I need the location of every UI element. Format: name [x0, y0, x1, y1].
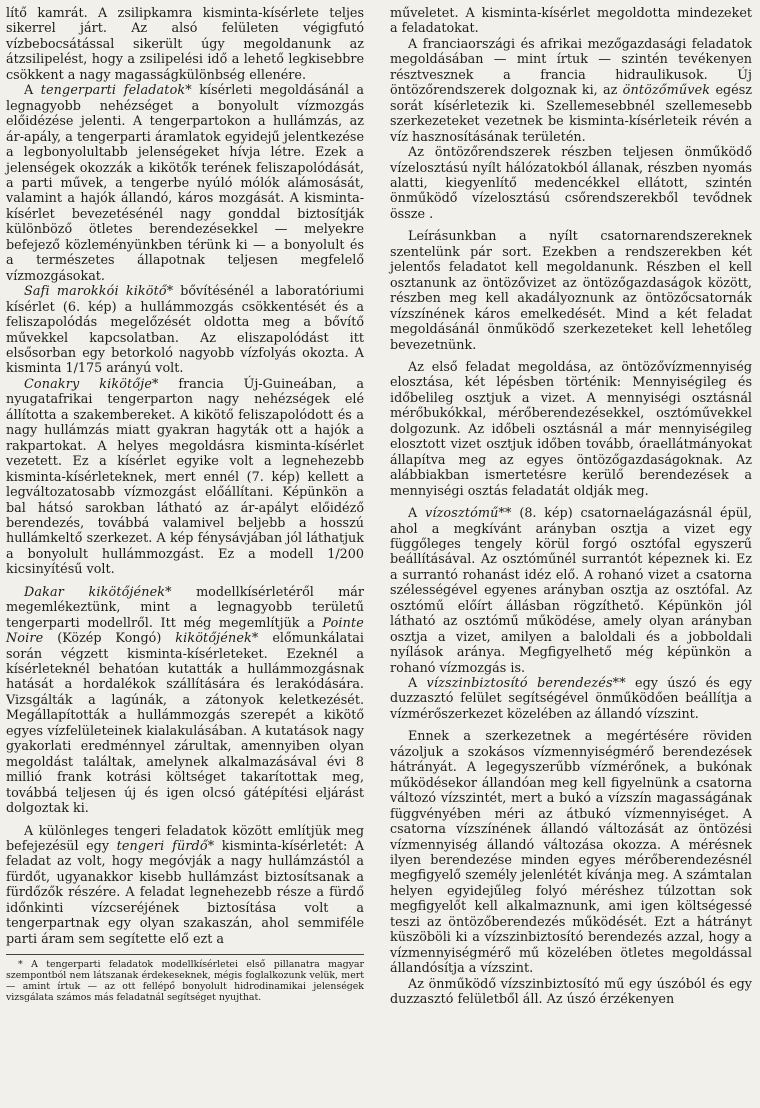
paragraph [6, 6, 364, 83]
text-run: A [408, 676, 427, 692]
text-run: Az önműködő vízszinbiztosító mű egy úszóból és egy duzzasztó felületből áll. Az úszó érzékenyen [390, 976, 752, 1008]
text-run: Az öntözőrendszerek részben teljesen önműködő vízelosztású nyílt hálózatokból állanak, részben nyomás alatti, kiegyenlítő medencékkel ellátott, szintén önműködő vízelosztású csőrendszerekből tevődnek össze . [390, 145, 752, 222]
paragraph [390, 729, 752, 976]
paragraph [6, 377, 364, 578]
paragraph [6, 284, 364, 377]
italic-term: Safi marokkói kikötő* [24, 284, 174, 300]
text-run: Leírásunkban a nyílt csatornarendszereknek szentelünk pár sort. Ezekben a rendszerekben két jelentős feladatot kell megoldanunk. Részben el kell osztanunk az öntözővizet az öntözőgazdaságok között, részben meg kell akadályoznunk az öntözőcsatornák vízszínének káros emelkedését. Mind a két feladat megoldásánál önműködő szerkezeteket kell lehetőleg bevezetnünk. [390, 229, 752, 353]
paragraph [390, 676, 752, 722]
paragraph [390, 229, 752, 353]
paragraph [6, 585, 364, 817]
text-run: (Közép Kongó) [43, 631, 176, 647]
italic-term: Pointe Noire [6, 615, 364, 647]
text-run: modellkísérletéről már megemlékeztünk, mint a legnagyobb területű tengerparti modellről. Itt még megemlítjük a [6, 584, 364, 631]
text-run: kisminta-kísérletét: A feladat az volt, hogy megóvják a nagy hullámzástól a fürdőt, ugyanakkor kisebb hullámzást biztosítsanak a fürdőzők részére. A feladat legnehezebb része a fürdő időnkinti vízcseréjének biztosítása volt a tengerpartnak egy olyan szakaszán, ahol semmiféle parti áram sem segítette elő ezt a [6, 839, 364, 947]
text-run: előmunkálatai során végzett kisminta-kísérleteket. Ezeknél a kísérleteknél behatóan kutatták a hullámmozgásnak hatását a hordalékok szállítására és lerakódására. Vizsgálták a lagúnák, a zátonyok keletkezését. Megállapították a hullámmozgás szerepét a kikötő egyes vízfelületeinek kialakulásában. A kutatások nagy gyakorlati eredménnyel zárultak, amennyiben olyan megoldást találtak, amelynek alkalmazásával évi 8 millió frank kotrási költséget takarítottak meg, továbbá teljesen új és igen olcsó gátépítési eljárást dolgoztak ki. [6, 631, 364, 817]
paragraph [6, 83, 364, 284]
text-run: A franciaországi és afrikai mezőgazdasági feladatok megoldásában — mint írtuk — szintén tevékenyen résztvesznek a francia hidraulikusok. Új öntözőrendszerek dolgoznak ki, az [390, 36, 752, 99]
italic-term: Conakry kikötője* [24, 376, 159, 392]
text-run: A [408, 506, 425, 522]
paragraph [390, 506, 752, 676]
left-column [6, 6, 364, 1003]
text-run: A különleges tengeri feladatok között említjük meg befejezésül egy [6, 823, 364, 855]
paragraph [6, 824, 364, 948]
italic-term: tengerparti feladatok* [40, 83, 192, 99]
paragraph [390, 977, 752, 1008]
text-run: műveletet. A kisminta-kísérlet megoldotta mindezeket a feladatokat. [390, 6, 752, 37]
text-run: Az első feladat megoldása, az öntözővízmennyiség elosztása, két lépésben történik: Mennyiségileg és időbelileg osztjuk a vizet. A mennyiségi osztásnál mérőbukókkal, mérőberendezésekkel, osztóművekkel dolgozunk. Az időbeli osztásnál a már mennyiségileg elosztott vizet osztjuk időben tovább, óraellátmányokat állapítva meg az egyes öntözőgazdaságoknak. Az alábbiakban ismertetésre kerülő berendezések a mennyiségi osztás feladatát oldják meg. [390, 359, 752, 499]
text-run: A [24, 83, 41, 99]
right-column-body [390, 6, 752, 1008]
paragraph [390, 360, 752, 499]
italic-term: vízosztómű** [424, 506, 512, 522]
italic-term: Dakar kikötőjének* [24, 584, 172, 600]
text-run: (8. kép) csatornaelágazásnál épül, ahol a megkívánt arányban osztja a vizet egy függőleges tengely körül forgó osztófal egyszerű beállításával. Az osztóműnél surrantót képeznek ki. Ez a surrantó rohanást idéz elő. A rohanó vizet a csatorna szélességével egyenes arányban osztja az osztófal. Az osztómű előírt állásban rögzíthető. Képünkön jól látható az osztómű működése, amely olyan arányban osztja a vizet, amilyen a baloldali és a jobboldali nyílások aránya. Megfigyelhető még képünkön a rohanó vízmozgás is. [390, 506, 752, 676]
paragraph [390, 6, 752, 37]
text-run: Ennek a szerkezetnek a megértésére röviden vázoljuk a szokásos vízmennyiségmérő berendezések hátrányát. A legegyszerűbb vízmérőnek, a bukónak működésekor állandóan meg kell figyelnünk a csatorna változó vízszintét, mert a bukó a vízszín magasságának függvényében méri az átbukó vízmennyiséget. A csatorna vízszínének állandó változását az öntözési vízmennyiség állandó változása okozza. A mérésnek ilyen berendezése minden egyes mérőberendezésnél megfigyelő személy jelenlétét kívánja meg. A számtalan helyen egyidejűleg folyó méréshez túlzottan sok megfigyelőt kell alkalmaznunk, ami igen költségessé teszi az öntözőberendezés működését. Ezt a hátrányt küszöböli ki a vízszinbiztosító berendezés azzal, hogy a vízmennyiségmérő mű közelében ötletes megoldással állandósítja a vízszint. [390, 729, 752, 977]
left-column-body [6, 6, 364, 947]
paragraph [390, 145, 752, 222]
text-run: lítő kamrát. A zsilipkamra kisminta-kísérlete teljes sikerrel járt. Az alsó felületen végigfutó vízbebocsátással sikerült úgy megoldanunk az átzsilipelést, hogy a zsilipelési idő a lehető legkisebbre csökkent a nagy magasságkülönbség ellenére. [6, 6, 364, 83]
paragraph [390, 37, 752, 145]
text-run: egy úszó és egy duzzasztó felület segítségével önműködően beállítja a vízmérőszerkezet közelében az állandó vízszint. [390, 676, 752, 722]
italic-term: vízszinbiztosító berendezés** [426, 676, 626, 692]
italic-term: öntözőművek [622, 83, 711, 99]
text-run: bővítésénél a laboratóriumi kísérlet (6. kép) a hullámmozgás csökkentését és a feliszapolódás megelőzését oldotta meg a bővítő művekkel kapcsolatban. Az eliszapolódást itt elsősorban egy betorkoló nagyobb vízfolyás okozta. A kisminta 1/175 arányú volt. [6, 284, 364, 377]
right-column [390, 6, 752, 1008]
text-run: kísérleti megoldásánál a legnagyobb nehézséget a bonyolult vízmozgás előidézése jelenti. A tengerpartokon a hullámzás, az ár-apály, a tengerparti áramlatok egyidejű jelentkezése a legbonyolultabb jelenségeket hívja létre. Ezek a jelenségek okozzák a kikötők terének feliszapolódását, a parti művek, a tengerbe nyúló mólók alámosását, valamint a hajók állandó, káros mozgását. A kisminta-kísérlet bevezetésénél nagy gonddal biztosítják különböző ötletes berendezésekkel — melyekre befejező közleményünkben térünk ki — a bonyolult és a természetes állapotnak teljesen megfelelő vízmozgásokat. [6, 83, 364, 284]
text-run: egész sorát kísérletezik ki. Szellemesebbnél szellemesebb szerkezeteket vezetnek be kisminta-kísérleteik révén a víz hasznosításának területén. [390, 83, 752, 145]
text-run: francia Új-Guineában, a nyugatafrikai tengerparton nagy nehézségek elé állította a szakembereket. A kikötő feliszapolódott és a nagy hullámzás miatt gyakran hagyták ott a hajók a rakpartokat. A helyes megoldásra kisminta-kísérlet vezetett. Ez a kísérlet egyike volt a legnehezebb kisminta-kísérleteknek, mert ennél (7. kép) kellett a legváltozatosabb vízmozgást előállítani. Képünkön a bal hátsó sarokban látható az ár-apályt előidéző berendezés, továbbá valamivel beljebb a hosszú hullámkeltő szerkezet. A kép fénysávjában jól láthatjuk a bonyolult hullámmozgást. Ez a modell 1/200 kicsinyítésű volt. [6, 376, 364, 578]
footnote: * A tengerparti feladatok modellkísérletei első pillanatra magyar szempontból nem látszanak érdekeseknek, mégis foglalkozunk velük, mert — amint írtuk — az ott fellépő bonyolult hidrodinamikai jelenségek vizsgálata számos más feladatnál segítséget nyujthat. [6, 954, 364, 1003]
italic-term: tengeri fürdő* [116, 839, 215, 855]
italic-term: kikötőjének* [175, 631, 259, 647]
